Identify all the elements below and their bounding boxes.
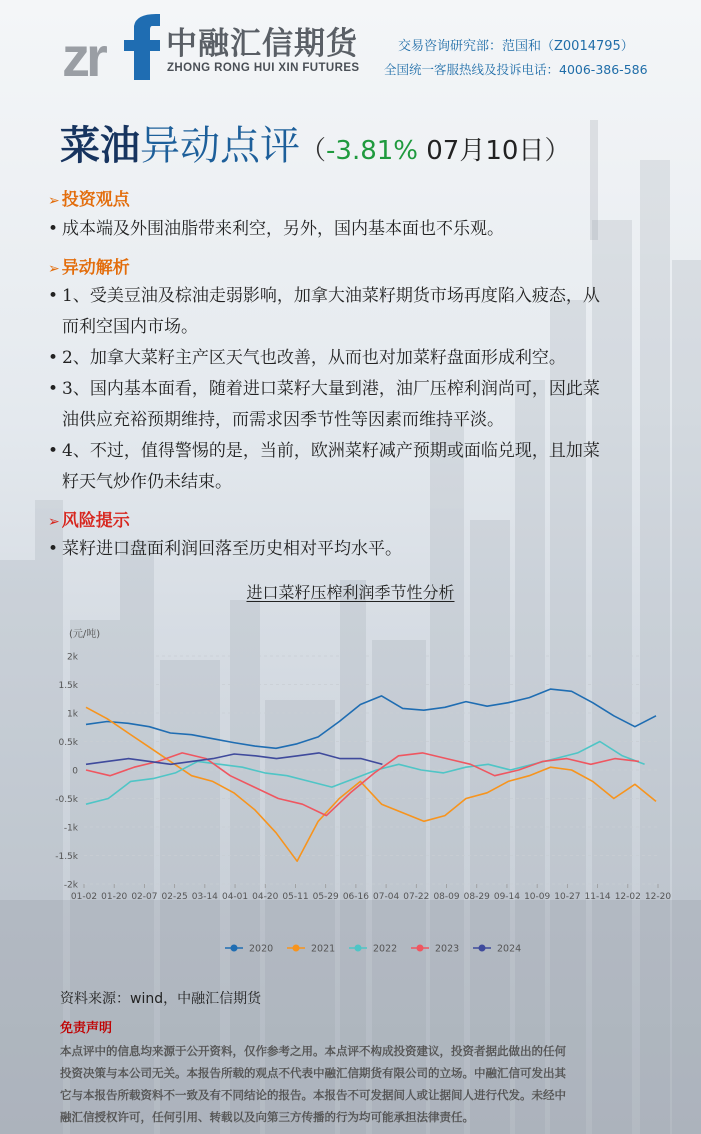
section-heading-label: 异动解析 [61,258,130,278]
data-source: 资料来源：wind，中融汇信期货 [60,991,262,1007]
title-percent-change: -3.81% [326,136,418,166]
x-tick-label: 06-16 [342,892,369,902]
section-heading-label: 风险提示 [61,511,130,531]
legend-label: 2021 [311,943,336,955]
list-item-text-cont: 而利空国内市场。 [62,317,198,337]
y-tick-label: 2k [67,652,78,663]
title-topic: 异动点评 [140,123,300,169]
x-tick-label: 04-20 [252,892,279,902]
section-heading-label: 投资观点 [61,190,130,210]
series-line-2022 [86,742,645,805]
section-heading-analysis [48,253,130,278]
page-title [60,114,570,171]
y-tick-label: -0.5k [55,795,78,805]
legend-marker-2021 [293,945,300,952]
title-date: 07月10日 [418,136,545,166]
series-line-2024 [86,753,382,764]
y-tick-label: -1.5k [55,852,78,862]
x-tick-label: 08-09 [433,892,460,902]
arrow-icon: ➢ [48,193,60,209]
list-item: • 3、国内基本面看，随着进口菜籽大量到港，油厂压榨利润尚可，因此菜 油供应充裕预期维持，而需求因季节性等因素而维持平淡。 [48,374,658,436]
analyst-contact: 交易咨询研究部：范国和（Z0014795） [398,39,634,54]
x-tick-label: 09-14 [493,892,521,902]
legend-marker-2020 [231,945,238,952]
hotline-contact: 全国统一客服热线及投诉电话：4006-386-586 [384,62,648,77]
disclaimer-line: 它与本报告所载资料不一致及有不同结论的报告。本报告不可发据间人或让据间人进行代发。未经中 [60,1088,566,1102]
x-tick-label: 01-02 [70,892,98,902]
chart-title-text: 进口菜籽压榨利润季节性分析 [246,583,455,602]
x-tick-label: 01-20 [101,892,128,902]
x-tick-label: 02-07 [131,892,158,902]
legend-label: 2020 [249,943,274,955]
list-item-text: 3、国内基本面看，随着进口菜籽大量到港，油厂压榨利润尚可，因此菜 [62,379,600,399]
disclaimer-line: 投资决策与本公司无关。本报告所载的观点不代表中融汇信期货有限公司的立场。中融汇信可发出其 [60,1066,566,1080]
arrow-icon: ➢ [48,514,60,530]
series-line-2020 [86,689,656,748]
x-tick-label: 07-22 [403,892,430,902]
x-tick-label: 02-25 [161,892,188,902]
title-paren-close: ） [544,136,571,166]
arrow-icon: ➢ [48,261,60,277]
list-item: • 成本端及外围油脂带来利空，另外，国内基本面也不乐观。 [48,219,504,239]
disclaimer-line: 本点评中的信息均来源于公开资料，仅作参考之用。本点评不构成投资建议，投资者据此做出的任何 [60,1044,566,1058]
x-tick-label: 12-02 [614,892,641,902]
chart-title [0,580,701,603]
list-item-text: 2、加拿大菜籽主产区天气也改善，从而也对加菜籽盘面形成利空。 [62,348,566,368]
legend-marker-2023 [417,945,424,952]
list-item-text-cont: 籽天气炒作仍未结束。 [62,472,232,492]
y-tick-label: 0 [72,766,78,777]
y-axis-label: (元/吨) [69,629,101,640]
x-tick-label: 12-20 [644,892,672,902]
list-item-text: 菜籽进口盘面利润回落至历史相对平均水平。 [62,539,402,559]
list-item-text-cont: 油供应充裕预期维持，而需求因季节性等因素而维持平淡。 [62,410,504,430]
x-tick-label: 08-29 [463,892,490,902]
section-heading-view [48,185,130,210]
list-item: • 菜籽进口盘面利润回落至历史相对平均水平。 [48,539,402,559]
y-tick-label: -1k [63,823,78,834]
x-tick-label: 04-01 [221,892,249,902]
x-tick-label: 07-04 [373,892,400,902]
y-tick-label: -2k [63,880,78,891]
legend-label: 2022 [373,943,398,955]
logo-company-name: 中融汇信期货 [166,26,358,62]
list-item: • 4、不过，值得警惕的是，当前，欧洲菜籽减产预期或面临兑现，且加菜 籽天气炒作仍未结束。 [48,436,658,498]
legend-marker-2022 [355,945,362,952]
y-tick-label: 0.5k [58,738,78,748]
legend-marker-2024 [479,945,486,952]
title-product: 菜油 [60,123,140,169]
x-tick-label: 05-11 [282,892,309,902]
legend-label: 2024 [497,943,522,955]
logo-company-name-en: ZHONG RONG HUI XIN FUTURES [167,62,360,74]
legend-label: 2023 [435,943,460,955]
y-tick-label: 1.5k [58,681,78,691]
y-tick-label: 1k [67,709,78,720]
list-item-text: 1、受美豆油及棕油走弱影响，加拿大油菜籽期货市场再度陷入疲态，从 [62,286,600,306]
svg-text:zr: zr [62,25,104,84]
list-item: • 2、加拿大菜籽主产区天气也改善，从而也对加菜籽盘面形成利空。 [48,348,566,368]
list-item: • 1、受美豆油及棕油走弱影响，加拿大油菜籽期货市场再度陷入疲态，从 而利空国内市场。 [48,281,658,343]
disclaimer-title: 免责声明 [60,1021,113,1036]
x-tick-label: 05-29 [312,892,339,902]
x-tick-label: 03-14 [191,892,218,902]
title-paren-open: （ [300,136,327,166]
series-line-2021 [86,707,656,861]
x-tick-label: 10-27 [554,892,581,902]
x-tick-label: 11-14 [584,892,611,902]
section-heading-risk [48,506,130,531]
list-item-text: 4、不过，值得警惕的是，当前，欧洲菜籽减产预期或面临兑现，且加菜 [62,441,600,461]
disclaimer-line: 融汇信授权许可，任何引用、转载以及向第三方传播的行为均可能承担法律责任。 [60,1110,474,1124]
x-tick-label: 10-09 [524,892,551,902]
list-item-text: 成本端及外围油脂带来利空，另外，国内基本面也不乐观。 [62,219,504,239]
seasonal-profit-chart [55,615,675,965]
disclaimer-text [60,1040,656,1128]
